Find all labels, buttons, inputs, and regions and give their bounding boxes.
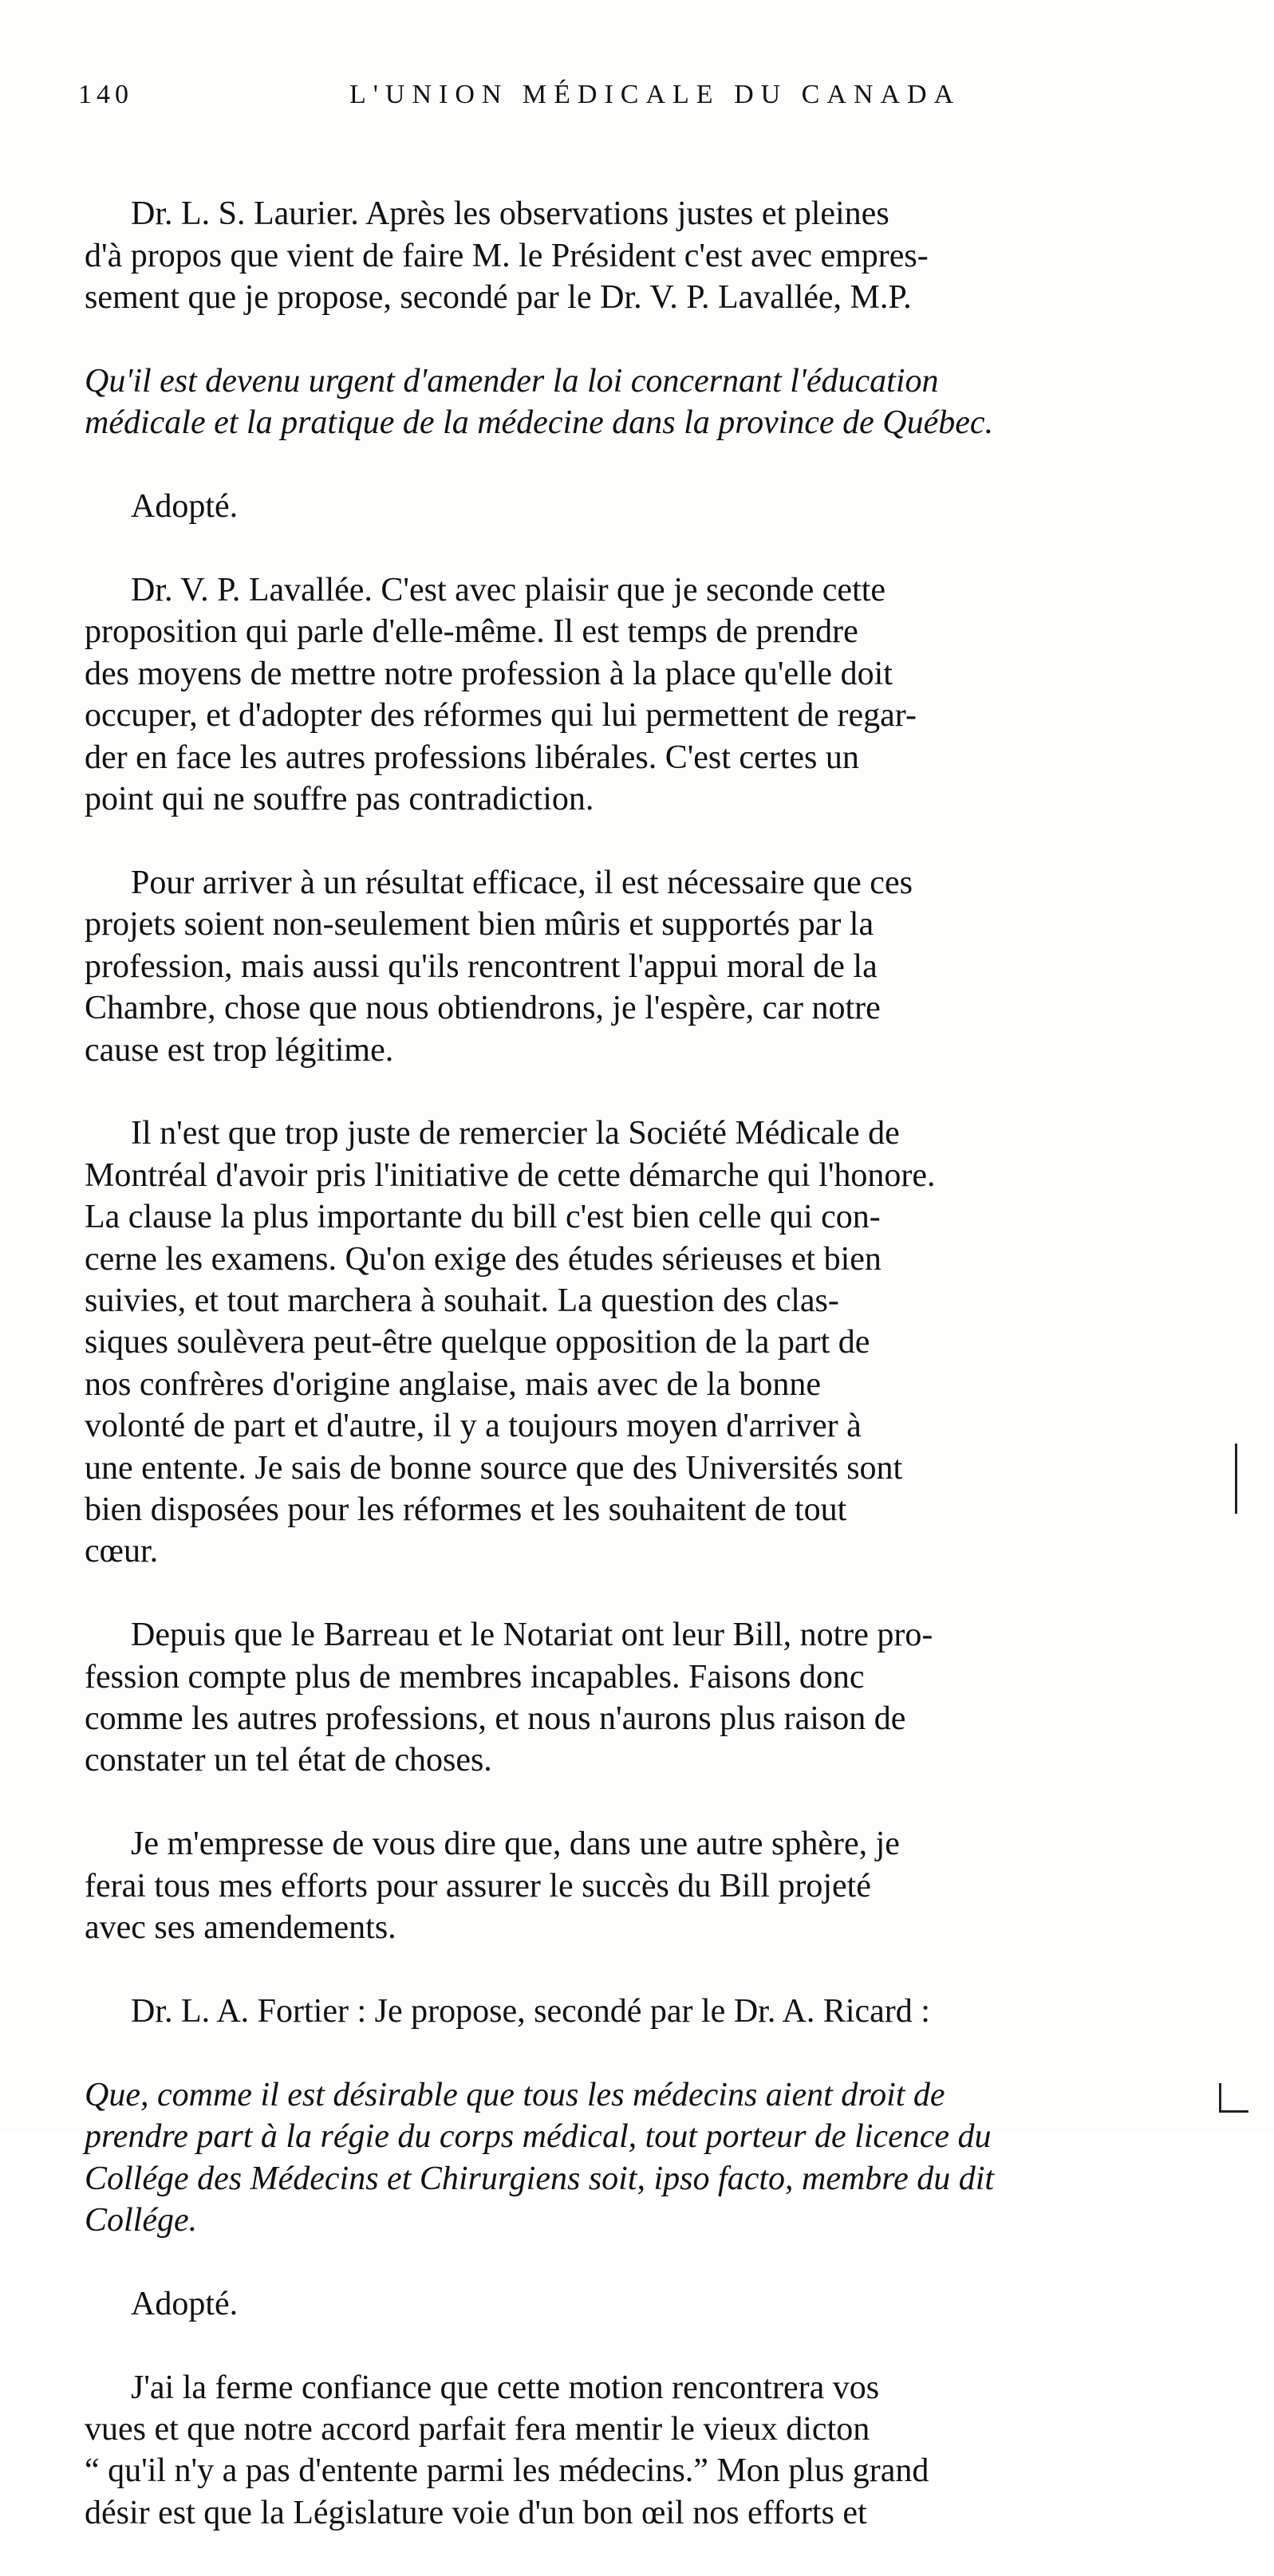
italic-motion: Que, comme il est désirable que tous les médecins aient droit de prendre part à la régie du corps médical, tout porteur de licence du Collége des Médecins et Chirurgiens soit, ipso facto, membre du dit Collége. xyxy=(85,2076,995,2239)
page-number: 140 xyxy=(78,80,133,109)
body-text xyxy=(85,152,1209,2576)
paragraph: Dr. V. P. Lavallée. C'est avec plaisir que je seconde cette proposition qui parle d'elle-même. Il est temps de prendre des moyens de mettre notre profession à la place qu'elle doit occuper, et d'adopter des réformes qui lui permettent de regar- der en face les autres professions libérales. C'est certes un point qui ne souffre pas contradiction. xyxy=(85,572,917,818)
italic-motion: Qu'il est devenu urgent d'amender la loi concernant l'éducation médicale et la pratique de la médecine dans la province de Québec. xyxy=(85,363,994,442)
margin-scan-mark xyxy=(1235,1444,1237,1514)
paragraph: J'ai la ferme confiance que cette motion rencontrera vos vues et que notre accord parfait fera mentir le vieux dicton “ qu'il n'y a pas d'entente parmi les médecins.” Mon plus grand désir est que la Législature voie d'un bon œil nos efforts et xyxy=(85,2369,929,2531)
paragraph: Pour arriver à un résultat efficace, il est nécessaire que ces projets soient non-seulement bien mûris et supportés par la profession, mais aussi qu'ils rencontrent l'appui moral de la Chambre, chose que nous obtiendrons, je l'espère, car notre cause est trop légitime. xyxy=(85,864,913,1069)
page-header xyxy=(78,80,1211,128)
running-title: L'UNION MÉDICALE DU CANADA xyxy=(349,80,961,109)
paragraph: Dr. L. S. Laurier. Après les observations justes et pleines d'à propos que vient de faire M. le Président c'est avec empres- sement que je propose, secondé par le Dr. V. P. Lavallée, M.P. xyxy=(85,195,929,317)
paragraph: Depuis que le Barreau et le Notariat ont leur Bill, notre pro- fession compte plus de membres incapables. Faisons donc comme les autres professions, et nous n'aurons plus raison de constater un tel état de choses. xyxy=(85,1617,933,1779)
paragraph: Adopté. xyxy=(131,488,239,526)
paragraph: Il n'est que trop juste de remercier la Société Médicale de Montréal d'avoir pris l'initiative de cette démarche qui l'honore. La clause la plus importante du bill c'est bien celle qui con- cerne les examens. Qu'on exige des études sérieuses et bien suivies, et tout marchera à souhait. La question des clas- siques soulèvera peut-être quelque opposition de la part de nos confrères d'origine anglaise, mais avec de la bonne volonté de part et d'autre, il y a toujours moyen d'arriver à une entente. Je sais de bonne source que des Universités sont bien disposées pour les réformes et les souhaitent de tout cœur. xyxy=(85,1115,936,1570)
paragraph: Je m'empresse de vous dire que, dans une autre sphère, je ferai tous mes efforts pour assurer le succès du Bill projeté avec ses amendements. xyxy=(85,1826,900,1947)
paragraph: Dr. L. A. Fortier : Je propose, secondé par le Dr. A. Ricard : xyxy=(131,1992,930,2030)
paragraph: Adopté. xyxy=(131,2285,239,2322)
corner-crop-mark xyxy=(1219,2083,1248,2113)
